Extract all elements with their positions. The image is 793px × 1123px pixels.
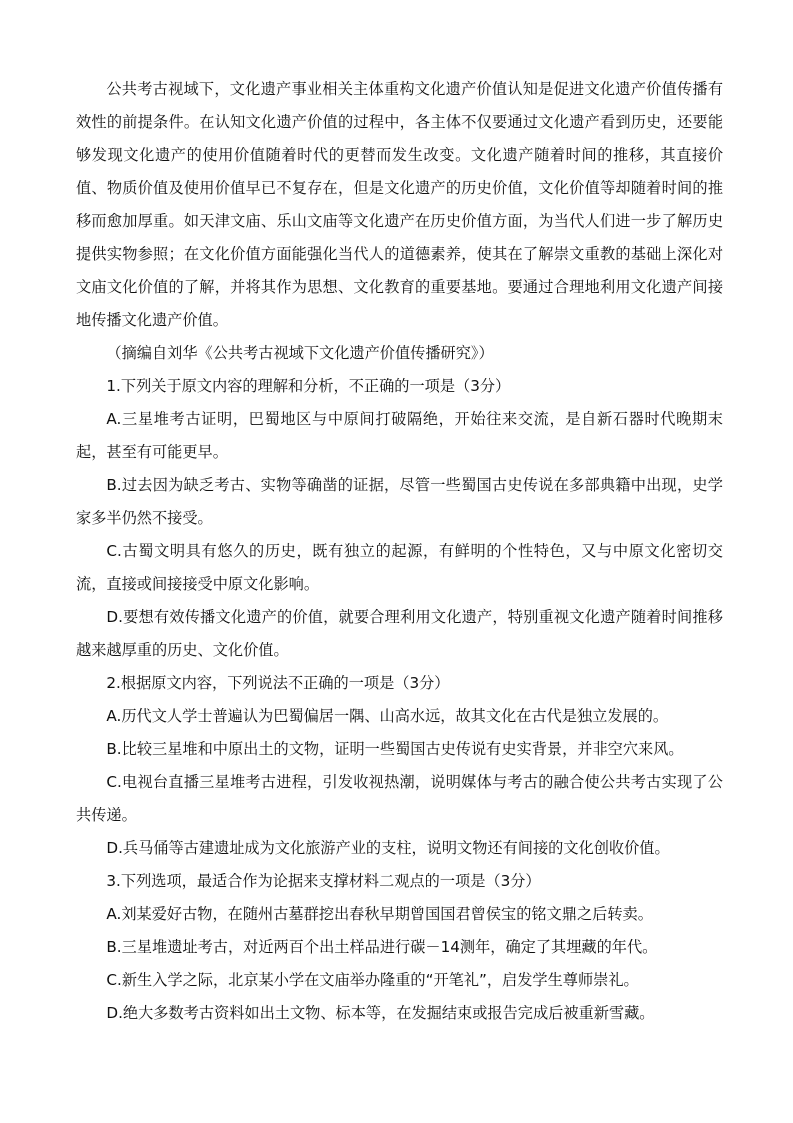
question-1-option-d: D.要想有效传播文化遗产的价值，就要合理利用文化遗产，特别重视文化遗产随着时间推移越来越厚重的历史、文化价值。 [76, 608, 723, 659]
question-3-option-b: B.三星堆遗址考古，对近两百个出土样品进行碳－14测年，确定了其埋藏的年代。 [106, 938, 658, 956]
question-2-stem: 2.根据原文内容，下列说法不正确的一项是（3分） [106, 674, 450, 692]
question-2-option-b: B.比较三星堆和中原出土的文物，证明一些蜀国古史传说有史实背景，并非空穴来风。 [106, 740, 684, 758]
passage-paragraph: 公共考古视域下，文化遗产事业相关主体重构文化遗产价值认知是促进文化遗产价值传播有效性的前提条件。在认知文化遗产价值的过程中，各主体不仅要通过文化遗产看到历史，还要能够发现文化遗产的使用价值随着时代的更替而发生改变。文化遗产随着时间的推移，其直接价值、物质价值及使用价值早已不复存在，但是文化遗产的历史价值，文化价值等却随着时间的推移而愈加厚重。如天津文庙、乐山文庙等文化遗产在历史价值方面，为当代人们进一步了解历史提供实物参照；在文化价值方面能强化当代人的道德素养，使其在了解崇文重教的基础上深化对文庙文化价值的了解，并将其作为思想、文化教育的重要基地。要通过合理地利用文化遗产间接地传播文化遗产价值。 [76, 80, 723, 329]
question-3-stem: 3.下列选项，最适合作为论据来支撑材料二观点的一项是（3分） [106, 872, 541, 890]
passage-source: （摘编自刘华《公共考古视域下文化遗产价值传播研究》） [106, 344, 494, 362]
question-1-option-c: C.古蜀文明具有悠久的历史，既有独立的起源，有鲜明的个性特色，又与中原文化密切交流，直接或间接接受中原文化影响。 [76, 542, 723, 593]
question-1-option-a: A.三星堆考古证明，巴蜀地区与中原间打破隔绝，开始往来交流，是自新石器时代晚期末起，甚至有可能更早。 [76, 410, 723, 461]
question-2-option-a: A.历代文人学士普遍认为巴蜀偏居一隅、山高水远，故其文化在古代是独立发展的。 [106, 707, 669, 725]
question-2-option-c: C.电视台直播三星堆考古进程，引发收视热潮，说明媒体与考古的融合使公共考古实现了公共传递。 [76, 773, 723, 824]
question-3-option-d: D.绝大多数考古资料如出土文物、标本等，在发掘结束或报告完成后被重新雪藏。 [106, 1004, 655, 1022]
question-1-stem: 1.下列关于原文内容的理解和分析，不正确的一项是（3分） [106, 377, 511, 395]
question-3-option-c: C.新生入学之际，北京某小学在文庙举办隆重的“开笔礼”，启发学生尊师崇礼。 [106, 971, 639, 989]
question-1-option-b: B.过去因为缺乏考古、实物等确凿的证据，尽管一些蜀国古史传说在多部典籍中出现，史学家多半仍然不接受。 [76, 476, 723, 527]
question-2-option-d: D.兵马俑等古建遗址成为文化旅游产业的支柱，说明文物还有间接的文化创收价值。 [106, 839, 670, 857]
question-3-option-a: A.刘某爱好古物，在随州古墓群挖出春秋早期曾国国君曾侯宝的铭文鼎之后转卖。 [106, 905, 653, 923]
